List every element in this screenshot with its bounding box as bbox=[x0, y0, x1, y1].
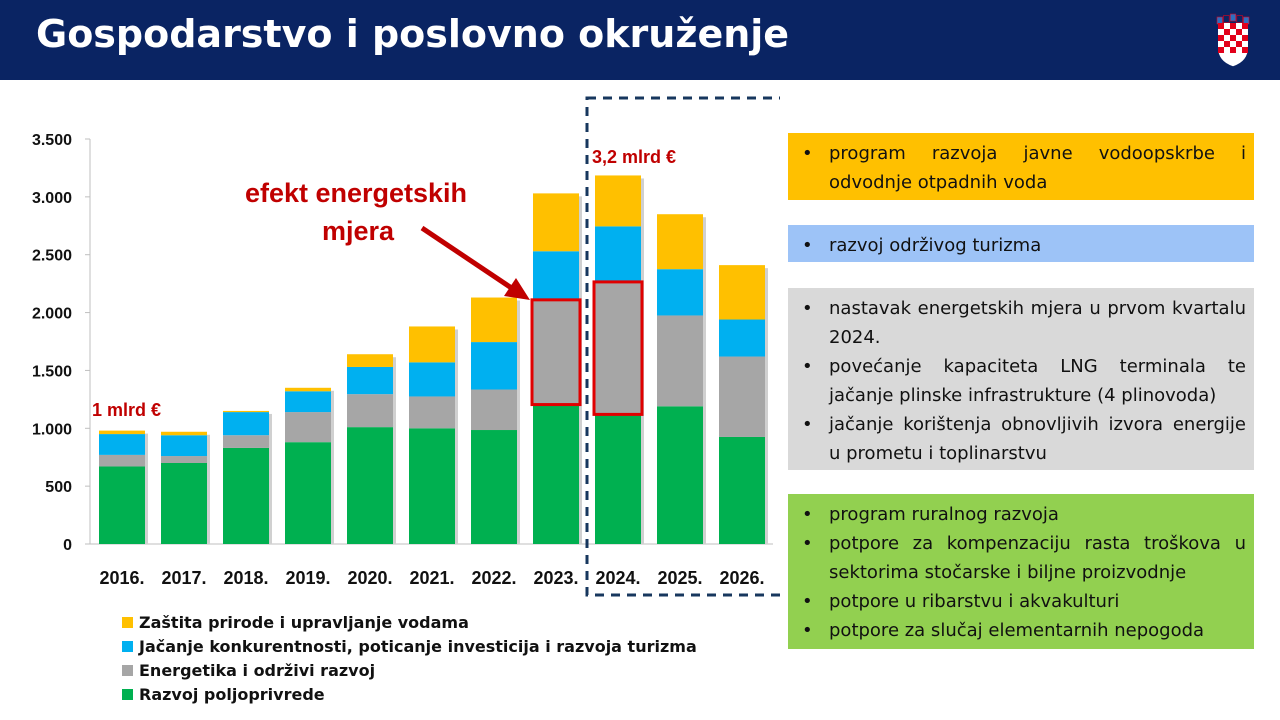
bar-segment-poljoprivreda bbox=[409, 428, 455, 544]
bar-segment-energetika bbox=[285, 412, 331, 442]
legend-label: Zaštita prirode i upravljanje vodama bbox=[139, 612, 469, 632]
info-box-item: • povećanje kapaciteta LNG terminala te jačanje plinske infrastrukture (4 plinovoda) bbox=[796, 352, 1246, 410]
crest-checker-square bbox=[1242, 23, 1248, 29]
energy-effect-label-line2: mjera bbox=[321, 216, 395, 246]
x-tick-label: 2017. bbox=[161, 568, 207, 588]
bar-segment-konkurentnost bbox=[595, 226, 641, 282]
crest-checker-square bbox=[1224, 29, 1230, 35]
bar-segment-energetika bbox=[719, 357, 765, 437]
bar-segment-poljoprivreda bbox=[719, 437, 765, 544]
croatian-coat-of-arms-icon bbox=[1214, 10, 1252, 68]
info-box-item: • program razvoja javne vodoopskrbe i odvodnje otpadnih voda bbox=[796, 139, 1246, 197]
bar-segment-konkurentnost bbox=[99, 434, 145, 455]
legend-item-energetika bbox=[122, 658, 697, 682]
info-box-item: • razvoj održivog turizma bbox=[796, 231, 1246, 260]
crest-checker-square bbox=[1236, 29, 1242, 35]
crest-crown-shield bbox=[1224, 16, 1230, 23]
legend-swatch bbox=[122, 665, 133, 676]
bar-shadow bbox=[455, 329, 458, 544]
bar-segment-zastita bbox=[719, 265, 765, 319]
info-box-item: • potpore u ribarstvu i akvakulturi bbox=[796, 587, 1246, 616]
y-tick-label: 0 bbox=[63, 537, 72, 554]
bar-segment-poljoprivreda bbox=[347, 427, 393, 544]
info-box-tourism bbox=[788, 225, 1254, 262]
bar-segment-konkurentnost bbox=[161, 435, 207, 456]
legend-label: Energetika i održivi razvoj bbox=[139, 660, 376, 680]
x-tick-label: 2023. bbox=[533, 568, 579, 588]
bar-segment-zastita bbox=[285, 388, 331, 391]
bar-segment-energetika bbox=[223, 435, 269, 448]
bar-segment-poljoprivreda bbox=[285, 442, 331, 544]
bar-shadow bbox=[517, 301, 520, 544]
bar-shadow bbox=[703, 217, 706, 544]
crest-shield-base bbox=[1218, 23, 1248, 66]
info-box-energy bbox=[788, 288, 1254, 470]
y-tick-label: 1.500 bbox=[31, 363, 72, 381]
bar-segment-konkurentnost bbox=[533, 251, 579, 300]
info-box-item: • jačanje korištenja obnovljivih izvora energije u prometu i toplinarstvu bbox=[796, 410, 1246, 468]
x-tick-label: 2025. bbox=[657, 568, 703, 588]
bar-segment-zastita bbox=[223, 411, 269, 412]
bar-segment-konkurentnost bbox=[471, 342, 517, 389]
header-bar bbox=[0, 0, 1280, 80]
info-box-agriculture bbox=[788, 494, 1254, 649]
peak-value-label: 3,2 mlrd € bbox=[592, 147, 677, 167]
bar-segment-zastita bbox=[471, 298, 517, 343]
y-tick-label: 3.500 bbox=[31, 132, 72, 149]
bar-segment-konkurentnost bbox=[223, 412, 269, 435]
bar-segment-zastita bbox=[657, 214, 703, 269]
x-tick-label: 2016. bbox=[99, 568, 145, 588]
x-tick-label: 2020. bbox=[347, 568, 393, 588]
bar-segment-energetika bbox=[471, 390, 517, 431]
crest-crown-shield bbox=[1230, 14, 1236, 21]
bar-segment-zastita bbox=[533, 193, 579, 251]
x-tick-label: 2024. bbox=[595, 568, 641, 588]
y-tick-label: 1.000 bbox=[31, 421, 72, 439]
annotation-arrow-line bbox=[422, 228, 513, 289]
info-box-water bbox=[788, 133, 1254, 200]
info-box-item: • program ruralnog razvoja bbox=[796, 500, 1246, 529]
bar-shadow bbox=[207, 435, 210, 544]
bar-segment-poljoprivreda bbox=[533, 405, 579, 544]
bar-segment-konkurentnost bbox=[285, 391, 331, 412]
bar-segment-zastita bbox=[161, 432, 207, 435]
x-tick-label: 2018. bbox=[223, 568, 269, 588]
bar-segment-zastita bbox=[99, 431, 145, 434]
bar-segment-poljoprivreda bbox=[471, 430, 517, 544]
legend-item-poljoprivreda bbox=[122, 682, 697, 706]
chart-legend bbox=[122, 610, 697, 706]
legend-swatch bbox=[122, 689, 133, 700]
bar-segment-energetika bbox=[595, 282, 641, 414]
info-box-item: • potpore za kompenzaciju rasta troškova u sektorima stočarske i biljne proizvodnje bbox=[796, 529, 1246, 587]
bar-shadow bbox=[145, 434, 148, 544]
bar-segment-poljoprivreda bbox=[99, 466, 145, 544]
crest-checker-square bbox=[1218, 35, 1224, 41]
legend-label: Jačanje konkurentnosti, poticanje investicija i razvoja turizma bbox=[139, 636, 697, 656]
bar-segment-zastita bbox=[595, 175, 641, 226]
x-tick-label: 2026. bbox=[719, 568, 765, 588]
bar-segment-poljoprivreda bbox=[223, 448, 269, 544]
crest-crown-shield bbox=[1217, 17, 1223, 24]
crest-checker-square bbox=[1218, 47, 1224, 53]
y-tick-label: 2.000 bbox=[31, 305, 72, 323]
bar-segment-konkurentnost bbox=[409, 362, 455, 396]
bar-segment-poljoprivreda bbox=[595, 414, 641, 544]
bar-segment-konkurentnost bbox=[347, 367, 393, 394]
bar-shadow bbox=[393, 357, 396, 544]
legend-swatch bbox=[122, 617, 133, 628]
x-tick-label: 2019. bbox=[285, 568, 331, 588]
bar-segment-energetika bbox=[533, 300, 579, 405]
page-title: Gospodarstvo i poslovno okruženje bbox=[36, 12, 790, 56]
y-tick-label: 500 bbox=[45, 479, 72, 497]
bar-segment-poljoprivreda bbox=[657, 406, 703, 544]
info-box-item: • nastavak energetskih mjera u prvom kvartalu 2024. bbox=[796, 294, 1246, 352]
crest-checker-square bbox=[1218, 23, 1224, 29]
bar-segment-energetika bbox=[347, 394, 393, 427]
crest-checker-square bbox=[1230, 23, 1236, 29]
crest-crown-shield bbox=[1237, 16, 1243, 23]
bar-segment-konkurentnost bbox=[719, 320, 765, 357]
bar-segment-energetika bbox=[161, 456, 207, 463]
start-value-label: 1 mlrd € bbox=[92, 400, 162, 420]
y-tick-label: 2.500 bbox=[31, 247, 72, 265]
crest-checker-square bbox=[1230, 35, 1236, 41]
bar-shadow bbox=[331, 391, 334, 544]
y-tick-label: 3.000 bbox=[31, 189, 72, 207]
crest-checker-square bbox=[1224, 41, 1230, 47]
x-tick-label: 2022. bbox=[471, 568, 517, 588]
bar-segment-zastita bbox=[347, 354, 393, 367]
crest-checker-square bbox=[1230, 47, 1236, 53]
crest-checker-square bbox=[1242, 47, 1248, 53]
energy-effect-label-line1: efekt energetskih bbox=[244, 178, 468, 208]
bar-shadow bbox=[765, 268, 768, 544]
bar-segment-poljoprivreda bbox=[161, 463, 207, 544]
crest-crown-shield bbox=[1243, 17, 1249, 24]
legend-item-zastita bbox=[122, 610, 697, 634]
bar-segment-konkurentnost bbox=[657, 269, 703, 315]
stacked-bar-chart bbox=[0, 80, 780, 610]
bar-segment-energetika bbox=[657, 315, 703, 406]
bar-shadow bbox=[269, 414, 272, 544]
legend-label: Razvoj poljoprivrede bbox=[139, 684, 325, 704]
bar-segment-energetika bbox=[99, 455, 145, 467]
crest-checker-square bbox=[1236, 41, 1242, 47]
crest-checker-square bbox=[1242, 35, 1248, 41]
info-box-item: • potpore za slučaj elementarnih nepogoda bbox=[796, 616, 1246, 645]
annotation-arrow-head bbox=[504, 278, 530, 300]
bar-segment-zastita bbox=[409, 326, 455, 362]
legend-item-konkurentnost bbox=[122, 634, 697, 658]
legend-swatch bbox=[122, 641, 133, 652]
x-tick-label: 2021. bbox=[409, 568, 455, 588]
bar-segment-energetika bbox=[409, 396, 455, 428]
